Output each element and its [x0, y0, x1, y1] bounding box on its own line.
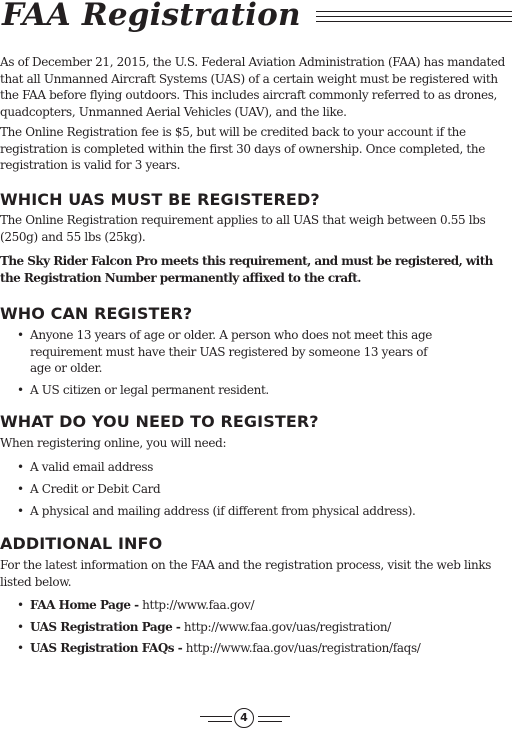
- bullet: •: [17, 598, 24, 612]
- uas-registration-link[interactable]: http://www.faa.gov/uas/registration/: [183, 619, 391, 634]
- product-requirement-paragraph: The Sky Rider Falcon Pro meets this requirement, and must be registered, with the Registration Number permanently affixed to the craft.: [0, 254, 493, 285]
- link-label: FAA Home Page -: [30, 598, 139, 612]
- list-item: [0, 640, 514, 657]
- weight-requirement-paragraph: The Online Registration requirement applies to all UAS that weigh between 0.55 lbs (250g) and 55 lbs (25kg).: [0, 213, 486, 244]
- uas-faqs-link[interactable]: http://www.faa.gov/uas/registration/faqs/: [185, 641, 421, 655]
- title-row: [0, 0, 514, 34]
- bullet: •: [17, 504, 24, 518]
- footer-rule: [258, 716, 290, 717]
- link-label: UAS Registration Page -: [30, 619, 181, 634]
- need-list: [0, 459, 514, 520]
- bullet: •: [17, 619, 24, 634]
- faa-home-link[interactable]: http://www.faa.gov/: [142, 598, 255, 612]
- additional-intro-paragraph: For the latest information on the FAA and the registration process, visit the web links listed below.: [0, 558, 492, 589]
- fee-paragraph: The Online Registration fee is $5, but will be credited back to your account if the registration is completed within the first 30 days of ownership. Once completed, the registration is valid for 3 years.: [0, 125, 486, 172]
- title-rule: [316, 11, 512, 12]
- list-item: • A US citizen or legal permanent resident.: [17, 382, 269, 397]
- section-heading-need: WHAT DO YOU NEED TO REGISTER?: [0, 412, 319, 431]
- who-list: [0, 327, 514, 398]
- intro-paragraph: As of December 21, 2015, the U.S. Federal Aviation Administration (FAA) has mandated that all Unmanned Aircraft Systems (UAS) of a certain weight must be registered with the FAA before flying outdoors. This includes aircraft commonly referred to as drones, quadcopters, Unmanned Aerial Vehicles (UAV), and the like.: [0, 55, 506, 119]
- bullet: •: [17, 328, 24, 342]
- footer-rule: [208, 721, 232, 722]
- list-item: • A valid email address: [17, 460, 154, 474]
- title-rule: [316, 21, 512, 22]
- bullet: •: [17, 382, 24, 397]
- list-item: • A Credit or Debit Card: [17, 482, 161, 496]
- bullet: •: [17, 482, 24, 496]
- list-item: • Anyone 13 years of age or older. A person who does not meet this age requirement must have their UAS registered by someone 13 years of age or older.: [17, 328, 433, 375]
- bullet: •: [17, 460, 24, 474]
- bullet: •: [17, 641, 24, 655]
- section-heading-additional: ADDITIONAL INFO: [0, 534, 163, 553]
- page-title: FAA Registration: [2, 0, 301, 33]
- page-number: 4: [234, 708, 254, 728]
- links-list: [0, 597, 514, 657]
- title-rule: [316, 16, 512, 17]
- list-item: [0, 597, 514, 614]
- section-heading-which: WHICH UAS MUST BE REGISTERED?: [0, 190, 320, 209]
- list-item: [0, 619, 514, 636]
- section-heading-who: WHO CAN REGISTER?: [0, 304, 193, 323]
- link-label: UAS Registration FAQs -: [30, 641, 183, 655]
- footer-rule: [258, 721, 282, 722]
- page-footer: [0, 708, 514, 732]
- list-item: • A physical and mailing address (if different from physical address).: [17, 504, 416, 518]
- need-intro-paragraph: When registering online, you will need:: [0, 436, 227, 450]
- footer-rule: [200, 716, 232, 717]
